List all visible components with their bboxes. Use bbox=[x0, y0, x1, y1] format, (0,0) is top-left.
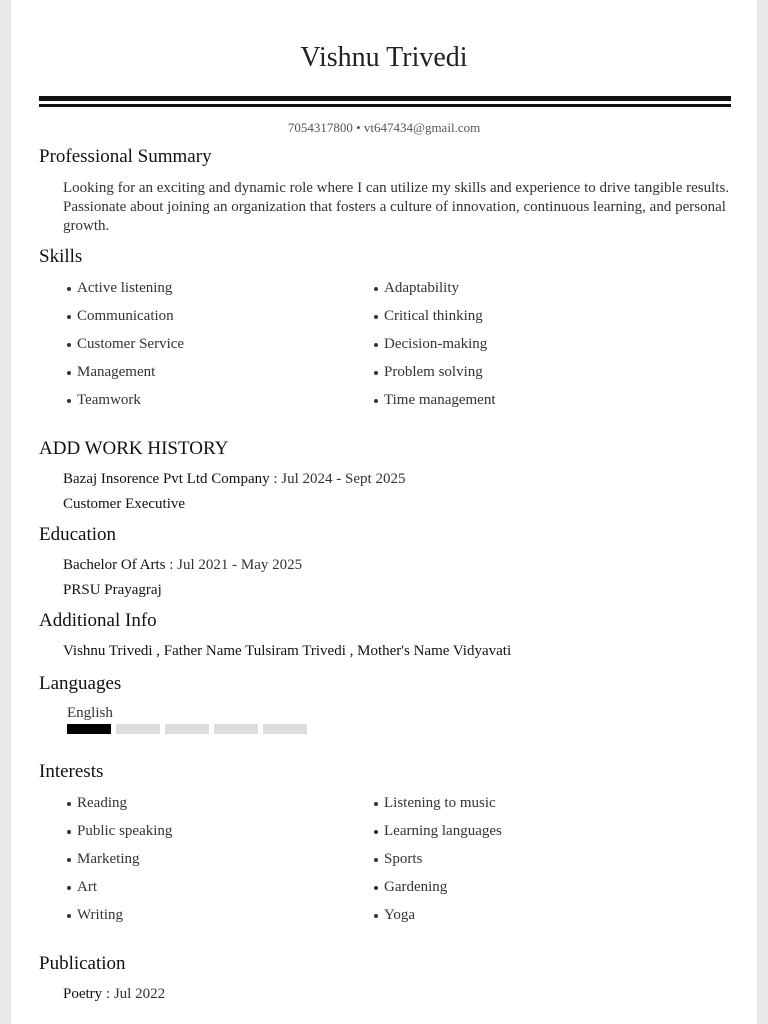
interests-left-column bbox=[63, 794, 370, 934]
publication-heading: Publication bbox=[39, 953, 126, 974]
work-role: Customer Executive bbox=[63, 496, 186, 512]
list-item: Reading bbox=[77, 794, 370, 822]
publication-entry bbox=[63, 986, 165, 1003]
list-item: Art bbox=[77, 878, 370, 906]
interests-list bbox=[63, 794, 731, 934]
list-item: Adaptability bbox=[384, 279, 677, 307]
publication-dates: : Jul 2022 bbox=[102, 986, 166, 1002]
language-level-segment-filled bbox=[67, 724, 111, 734]
work-heading: ADD WORK HISTORY bbox=[39, 438, 229, 459]
publication-name: Poetry bbox=[63, 986, 103, 1002]
education-school: PRSU Prayagraj bbox=[63, 582, 162, 598]
additional-text: Vishnu Trivedi , Father Name Tulsiram Trivedi , Mother's Name Vidyavati bbox=[63, 643, 512, 659]
list-item: Time management bbox=[384, 391, 677, 419]
list-item: Communication bbox=[77, 307, 370, 335]
language-level-segment-empty bbox=[165, 724, 209, 734]
language-level-segment-empty bbox=[263, 724, 307, 734]
language-level-segment-empty bbox=[214, 724, 258, 734]
list-item: Public speaking bbox=[77, 822, 370, 850]
work-dates: : Jul 2024 - Sept 2025 bbox=[269, 471, 406, 487]
candidate-name: Vishnu Trivedi bbox=[300, 42, 468, 73]
interests-heading: Interests bbox=[39, 761, 104, 782]
list-item: Active listening bbox=[77, 279, 370, 307]
list-item: Teamwork bbox=[77, 391, 370, 419]
education-dates: : Jul 2021 - May 2025 bbox=[165, 557, 303, 573]
list-item: Listening to music bbox=[384, 794, 677, 822]
list-item: Sports bbox=[384, 850, 677, 878]
language-level-segment-empty bbox=[116, 724, 160, 734]
summary-text: Looking for an exciting and dynamic role where I can utilize my skills and experience to drive tangible results. Passionate about joining an organization that fosters a culture of innovation, continuous learning, and personal growth. bbox=[63, 180, 730, 234]
education-degree: Bachelor Of Arts bbox=[63, 557, 166, 573]
skills-heading: Skills bbox=[39, 246, 83, 267]
list-item: Writing bbox=[77, 906, 370, 934]
skills-list bbox=[63, 279, 731, 419]
language-level-bar bbox=[67, 724, 307, 734]
resume-page bbox=[11, 0, 757, 1024]
summary-heading: Professional Summary bbox=[39, 146, 212, 167]
education-heading: Education bbox=[39, 524, 117, 545]
skills-right-column bbox=[370, 279, 677, 419]
contact-line: 7054317800 • vt647434@gmail.com bbox=[287, 120, 481, 135]
list-item: Critical thinking bbox=[384, 307, 677, 335]
list-item: Customer Service bbox=[77, 335, 370, 363]
list-item: Decision-making bbox=[384, 335, 677, 363]
list-item: Problem solving bbox=[384, 363, 677, 391]
list-item: Management bbox=[77, 363, 370, 391]
education-entry bbox=[63, 557, 302, 574]
list-item: Learning languages bbox=[384, 822, 677, 850]
additional-heading: Additional Info bbox=[39, 610, 157, 631]
interests-right-column bbox=[370, 794, 677, 934]
work-company: Bazaj Insorence Pvt Ltd Company bbox=[63, 471, 270, 487]
skills-left-column bbox=[63, 279, 370, 419]
work-entry bbox=[63, 471, 405, 488]
list-item: Marketing bbox=[77, 850, 370, 878]
header-rule-thick bbox=[39, 96, 731, 101]
list-item: Yoga bbox=[384, 906, 677, 934]
list-item: Gardening bbox=[384, 878, 677, 906]
header-rule-thin bbox=[39, 104, 731, 107]
language-name: English bbox=[67, 705, 113, 721]
languages-heading: Languages bbox=[39, 673, 122, 694]
